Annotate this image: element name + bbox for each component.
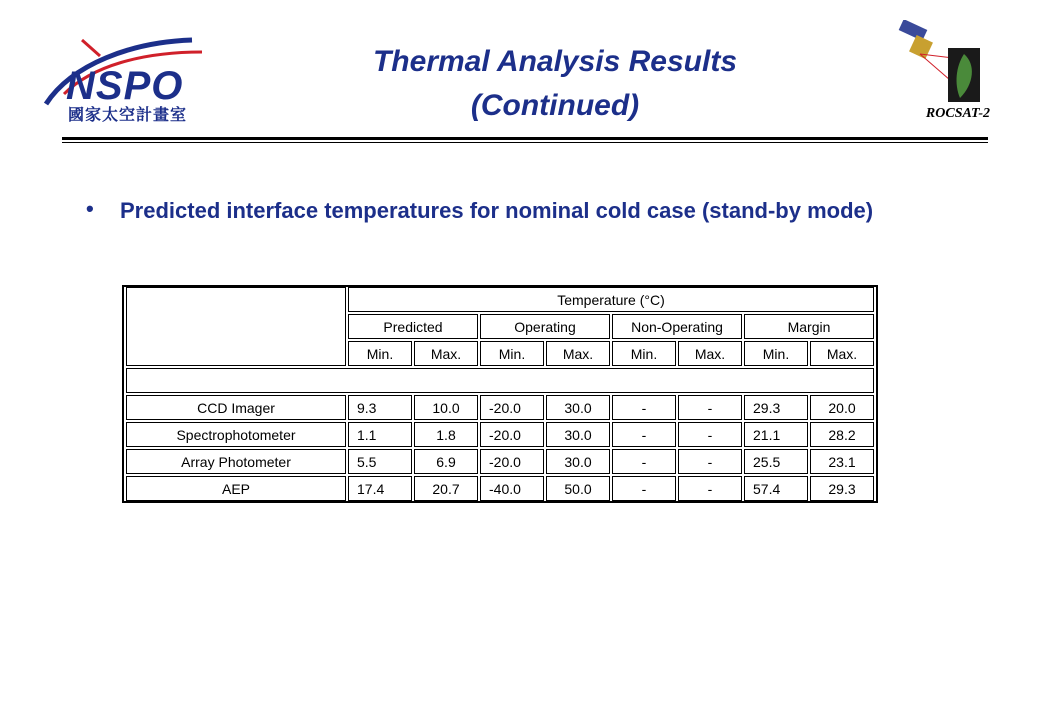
value-cell: 5.5 [348, 449, 412, 474]
value-cell: 23.1 [810, 449, 874, 474]
value-cell: 1.8 [414, 422, 478, 447]
table-row [126, 449, 874, 474]
value-cell: - [678, 422, 742, 447]
row-label: CCD Imager [126, 395, 346, 420]
row-label: Spectrophotometer [126, 422, 346, 447]
value-cell: 57.4 [744, 476, 808, 501]
minmax-header: Min. [744, 341, 808, 366]
row-label: Array Photometer [126, 449, 346, 474]
table-row [126, 422, 874, 447]
value-cell: 9.3 [348, 395, 412, 420]
value-cell: 30.0 [546, 395, 610, 420]
title-line-1: Thermal Analysis Results [372, 45, 738, 78]
value-cell: 10.0 [414, 395, 478, 420]
value-cell: 50.0 [546, 476, 610, 501]
header-divider-thick [62, 137, 988, 140]
minmax-header: Max. [810, 341, 874, 366]
value-cell: 20.7 [414, 476, 478, 501]
satellite-island-icon [890, 20, 990, 110]
subheader-predicted: Predicted [348, 314, 478, 339]
value-cell: - [612, 395, 676, 420]
value-cell: - [612, 476, 676, 501]
value-cell: 29.3 [810, 476, 874, 501]
value-cell: - [678, 476, 742, 501]
bullet-marker: • [86, 196, 94, 221]
temperature-table [122, 285, 878, 503]
value-cell: -20.0 [480, 422, 544, 447]
value-cell: 6.9 [414, 449, 478, 474]
table-body [126, 393, 874, 501]
minmax-header: Min. [480, 341, 544, 366]
minmax-header: Min. [348, 341, 412, 366]
value-cell: 28.2 [810, 422, 874, 447]
title-line-2: (Continued) [470, 89, 640, 122]
minmax-header: Min. [612, 341, 676, 366]
minmax-header: Max. [678, 341, 742, 366]
table-group-header: Temperature (°C) [348, 287, 874, 312]
table-blank-row [126, 368, 874, 393]
value-cell: - [678, 395, 742, 420]
subheader-non-operating: Non-Operating [612, 314, 742, 339]
value-cell: 29.3 [744, 395, 808, 420]
subheader-margin: Margin [744, 314, 874, 339]
value-cell: -20.0 [480, 449, 544, 474]
logo-wordmark: NSPO [66, 64, 184, 108]
minmax-header: Max. [414, 341, 478, 366]
value-cell: 1.1 [348, 422, 412, 447]
header-divider-thin [62, 142, 988, 143]
slide-title [270, 40, 840, 128]
value-cell: -40.0 [480, 476, 544, 501]
value-cell: 17.4 [348, 476, 412, 501]
value-cell: 30.0 [546, 422, 610, 447]
value-cell: - [612, 449, 676, 474]
value-cell: - [678, 449, 742, 474]
table-row [126, 395, 874, 420]
value-cell: 21.1 [744, 422, 808, 447]
bullet-text: Predicted interface temperatures for nominal cold case (stand-by mode) [120, 198, 874, 223]
mission-label: ROCSAT-2 [925, 106, 990, 121]
minmax-header: Max. [546, 341, 610, 366]
value-cell: -20.0 [480, 395, 544, 420]
value-cell: 20.0 [810, 395, 874, 420]
subheader-operating: Operating [480, 314, 610, 339]
value-cell: - [612, 422, 676, 447]
row-label: AEP [126, 476, 346, 501]
value-cell: 25.5 [744, 449, 808, 474]
table-row [126, 476, 874, 501]
logo-subtitle: 國家太空計畫室 [68, 105, 188, 124]
value-cell: 30.0 [546, 449, 610, 474]
table-corner-cell [126, 287, 346, 366]
